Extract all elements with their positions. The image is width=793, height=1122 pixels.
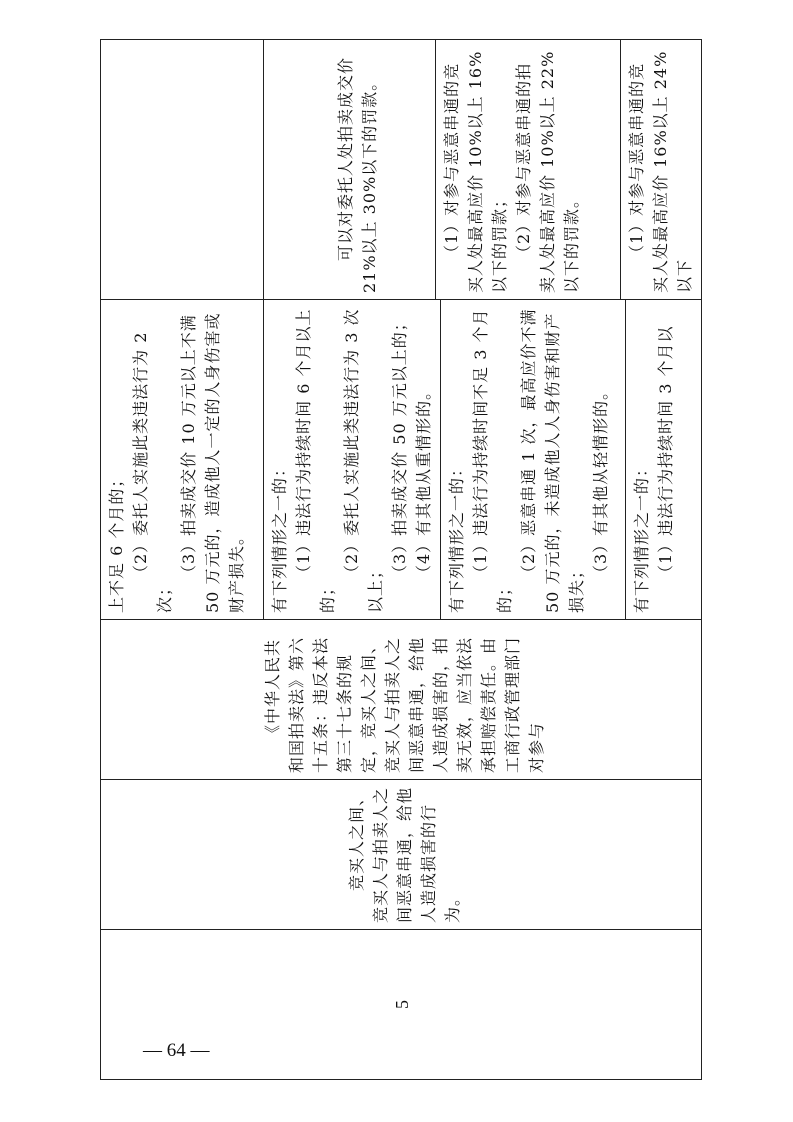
situation-line: （1）违法行为持续时间 6 个月以上的； — [294, 308, 337, 613]
penalty-severe — [263, 40, 435, 299]
situation-line: 有下列情形之一的： — [270, 459, 289, 613]
situation-continued — [105, 306, 263, 613]
penalty-text: 可以对委托人处拍卖成交价 21%以上 30%以下的罚款。 — [336, 56, 379, 293]
penalty-light — [435, 40, 620, 299]
penalty-text: （1）对参与恶意串通的竞买人处最高应价 10%以上 16%以下的罚款； — [442, 50, 509, 293]
situation-line: （3）有其他从轻情形的。 — [591, 382, 610, 581]
row-number: 5 — [392, 1000, 412, 1009]
page-number-text: — 64 — — [143, 1040, 210, 1061]
penalty-text: （2）对参与恶意串通的拍卖人处最高应价 10%以上 22%以下的罚款。 — [514, 50, 581, 293]
penalty-continued — [105, 46, 263, 293]
violation-behavior: 竞买人之间、竞买人与拍卖人之间恶意串通，给他人造成损害的行为。 — [347, 786, 462, 923]
situation-line: （2）恶意串通 1 次，最高应价不满 50 万元的，未造成他人人身伤害和财产损失； — [519, 308, 586, 613]
penalty-text: （1）对参与恶意串通的竞买人处最高应价 16%以上 24%以下 — [627, 50, 694, 293]
penalty-general — [620, 40, 697, 299]
situation-line: （2）委托人实施此类违法行为 2 次； — [131, 331, 174, 613]
situation-light — [440, 300, 625, 619]
situation-line: （2）委托人实施此类违法行为 3 次以上； — [342, 308, 385, 613]
situation-line: 有下列情形之一的： — [632, 459, 651, 613]
situation-line: 上不足 6 个月的； — [107, 470, 126, 613]
page-number — [0, 1040, 793, 1062]
penalty-standards-table — [100, 40, 694, 1080]
penalty-cell — [101, 40, 702, 300]
situation-severe — [263, 300, 440, 619]
situation-line: （1）违法行为持续时间 3 个月以 — [656, 325, 675, 581]
legal-basis-text: 《中华人民共和国拍卖法》第六十五条：违反本法第三十七条的规定，竞买人之间、竞买人与拍卖人之间恶意串通，给他人造成损害的，拍卖无效，应当依法承担赔偿责任。由工商行政管理部门对参与 — [263, 636, 546, 773]
legal-basis-cell — [101, 620, 702, 780]
situation-line: 有下列情形之一的： — [447, 459, 466, 613]
situation-line: （1）违法行为持续时间不足 3 个月的； — [471, 308, 514, 613]
situation-line: （3）拍卖成交价 50 万元以上的； — [390, 314, 409, 581]
situation-line: （4）有其他从重情形的。 — [414, 382, 433, 581]
situation-line: （3）拍卖成交价 10 万元以上不满 50 万元的，造成他人一定的人身伤害或财产损失。 — [179, 312, 246, 613]
situation-general — [625, 300, 678, 619]
behavior-cell — [101, 780, 702, 930]
situation-cell — [101, 300, 702, 620]
